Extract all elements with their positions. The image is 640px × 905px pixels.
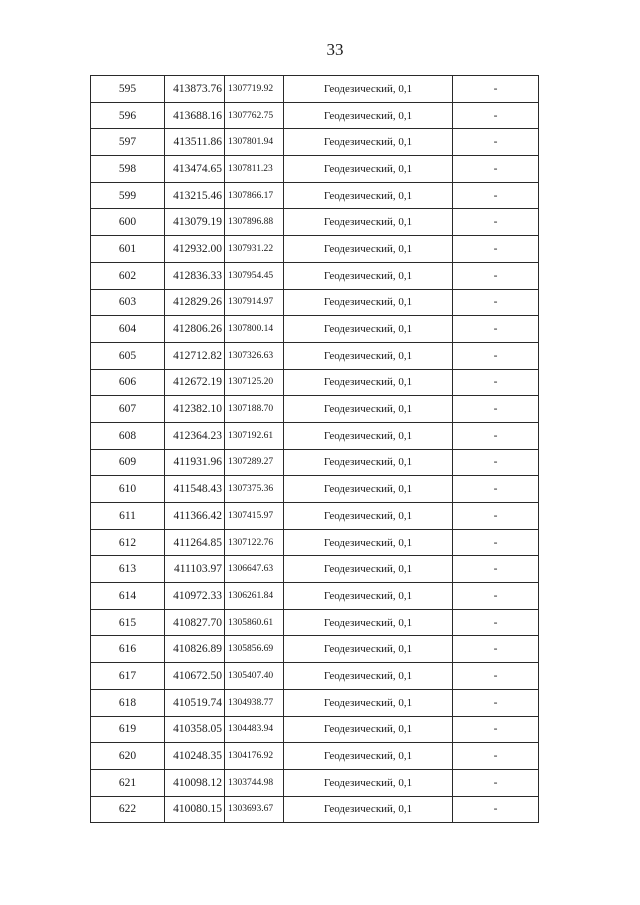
- note-cell: -: [453, 529, 539, 556]
- x-coordinate-cell: 410972.33: [165, 583, 225, 610]
- point-number-cell: 615: [91, 609, 165, 636]
- method-accuracy-cell: Геодезический, 0,1: [284, 76, 453, 103]
- note-cell: -: [453, 342, 539, 369]
- table-row: [91, 422, 539, 449]
- y-coordinate-cell: 1307719.92: [225, 76, 284, 103]
- point-number-cell: 607: [91, 396, 165, 423]
- y-coordinate-cell: 1307866.17: [225, 182, 284, 209]
- x-coordinate-cell: 412806.26: [165, 316, 225, 343]
- y-coordinate-cell: 1307811.23: [225, 156, 284, 183]
- table-row: [91, 636, 539, 663]
- table-row: [91, 663, 539, 690]
- point-number-cell: 596: [91, 102, 165, 129]
- note-cell: -: [453, 396, 539, 423]
- note-cell: -: [453, 102, 539, 129]
- point-number-cell: 618: [91, 689, 165, 716]
- point-number-cell: 609: [91, 449, 165, 476]
- point-number-cell: 599: [91, 182, 165, 209]
- method-accuracy-cell: Геодезический, 0,1: [284, 663, 453, 690]
- method-accuracy-cell: Геодезический, 0,1: [284, 369, 453, 396]
- coordinates-table-body: [91, 76, 539, 823]
- y-coordinate-cell: 1304483.94: [225, 716, 284, 743]
- table-row: [91, 209, 539, 236]
- method-accuracy-cell: Геодезический, 0,1: [284, 422, 453, 449]
- x-coordinate-cell: 412712.82: [165, 342, 225, 369]
- method-accuracy-cell: Геодезический, 0,1: [284, 129, 453, 156]
- y-coordinate-cell: 1303693.67: [225, 796, 284, 823]
- table-row: [91, 609, 539, 636]
- note-cell: -: [453, 503, 539, 530]
- table-row: [91, 769, 539, 796]
- y-coordinate-cell: 1307415.97: [225, 503, 284, 530]
- note-cell: -: [453, 369, 539, 396]
- x-coordinate-cell: 411366.42: [165, 503, 225, 530]
- note-cell: -: [453, 689, 539, 716]
- y-coordinate-cell: 1306261.84: [225, 583, 284, 610]
- note-cell: -: [453, 556, 539, 583]
- method-accuracy-cell: Геодезический, 0,1: [284, 716, 453, 743]
- note-cell: -: [453, 449, 539, 476]
- x-coordinate-cell: 413688.16: [165, 102, 225, 129]
- point-number-cell: 597: [91, 129, 165, 156]
- point-number-cell: 616: [91, 636, 165, 663]
- point-number-cell: 617: [91, 663, 165, 690]
- x-coordinate-cell: 412836.33: [165, 262, 225, 289]
- x-coordinate-cell: 411548.43: [165, 476, 225, 503]
- method-accuracy-cell: Геодезический, 0,1: [284, 236, 453, 263]
- method-accuracy-cell: Геодезический, 0,1: [284, 529, 453, 556]
- table-row: [91, 529, 539, 556]
- x-coordinate-cell: 413511.86: [165, 129, 225, 156]
- table-row: [91, 342, 539, 369]
- x-coordinate-cell: 412364.23: [165, 422, 225, 449]
- point-number-cell: 620: [91, 743, 165, 770]
- method-accuracy-cell: Геодезический, 0,1: [284, 342, 453, 369]
- point-number-cell: 614: [91, 583, 165, 610]
- note-cell: -: [453, 156, 539, 183]
- y-coordinate-cell: 1305860.61: [225, 609, 284, 636]
- table-row: [91, 289, 539, 316]
- x-coordinate-cell: 410358.05: [165, 716, 225, 743]
- x-coordinate-cell: 412932.00: [165, 236, 225, 263]
- note-cell: -: [453, 583, 539, 610]
- note-cell: -: [453, 289, 539, 316]
- point-number-cell: 601: [91, 236, 165, 263]
- table-row: [91, 556, 539, 583]
- table-row: [91, 129, 539, 156]
- point-number-cell: 622: [91, 796, 165, 823]
- method-accuracy-cell: Геодезический, 0,1: [284, 396, 453, 423]
- table-row: [91, 476, 539, 503]
- table-row: [91, 583, 539, 610]
- x-coordinate-cell: 410098.12: [165, 769, 225, 796]
- x-coordinate-cell: 412829.26: [165, 289, 225, 316]
- y-coordinate-cell: 1307762.75: [225, 102, 284, 129]
- table-row: [91, 743, 539, 770]
- x-coordinate-cell: 410826.89: [165, 636, 225, 663]
- x-coordinate-cell: 410248.35: [165, 743, 225, 770]
- y-coordinate-cell: 1307954.45: [225, 262, 284, 289]
- method-accuracy-cell: Геодезический, 0,1: [284, 209, 453, 236]
- note-cell: -: [453, 796, 539, 823]
- x-coordinate-cell: 410519.74: [165, 689, 225, 716]
- x-coordinate-cell: 410080.15: [165, 796, 225, 823]
- note-cell: -: [453, 769, 539, 796]
- point-number-cell: 600: [91, 209, 165, 236]
- method-accuracy-cell: Геодезический, 0,1: [284, 102, 453, 129]
- method-accuracy-cell: Геодезический, 0,1: [284, 503, 453, 530]
- y-coordinate-cell: 1307375.36: [225, 476, 284, 503]
- note-cell: -: [453, 129, 539, 156]
- point-number-cell: 612: [91, 529, 165, 556]
- point-number-cell: 611: [91, 503, 165, 530]
- method-accuracy-cell: Геодезический, 0,1: [284, 769, 453, 796]
- note-cell: -: [453, 262, 539, 289]
- table-row: [91, 689, 539, 716]
- y-coordinate-cell: 1307914.97: [225, 289, 284, 316]
- y-coordinate-cell: 1305856.69: [225, 636, 284, 663]
- table-row: [91, 182, 539, 209]
- note-cell: -: [453, 316, 539, 343]
- table-row: [91, 503, 539, 530]
- method-accuracy-cell: Геодезический, 0,1: [284, 689, 453, 716]
- coordinates-table: [90, 75, 539, 823]
- x-coordinate-cell: 410827.70: [165, 609, 225, 636]
- table-row: [91, 369, 539, 396]
- method-accuracy-cell: Геодезический, 0,1: [284, 636, 453, 663]
- y-coordinate-cell: 1307125.20: [225, 369, 284, 396]
- y-coordinate-cell: 1306647.63: [225, 556, 284, 583]
- y-coordinate-cell: 1307931.22: [225, 236, 284, 263]
- x-coordinate-cell: 412382.10: [165, 396, 225, 423]
- note-cell: -: [453, 476, 539, 503]
- method-accuracy-cell: Геодезический, 0,1: [284, 449, 453, 476]
- note-cell: -: [453, 636, 539, 663]
- note-cell: -: [453, 182, 539, 209]
- note-cell: -: [453, 663, 539, 690]
- x-coordinate-cell: 411931.96: [165, 449, 225, 476]
- y-coordinate-cell: 1307801.94: [225, 129, 284, 156]
- point-number-cell: 598: [91, 156, 165, 183]
- page-number: 33: [326, 40, 344, 59]
- x-coordinate-cell: 410672.50: [165, 663, 225, 690]
- x-coordinate-cell: 413215.46: [165, 182, 225, 209]
- method-accuracy-cell: Геодезический, 0,1: [284, 182, 453, 209]
- x-coordinate-cell: 413873.76: [165, 76, 225, 103]
- method-accuracy-cell: Геодезический, 0,1: [284, 289, 453, 316]
- method-accuracy-cell: Геодезический, 0,1: [284, 476, 453, 503]
- note-cell: -: [453, 76, 539, 103]
- table-row: [91, 236, 539, 263]
- method-accuracy-cell: Геодезический, 0,1: [284, 262, 453, 289]
- y-coordinate-cell: 1307122.76: [225, 529, 284, 556]
- table-row: [91, 796, 539, 823]
- x-coordinate-cell: 412672.19: [165, 369, 225, 396]
- y-coordinate-cell: 1303744.98: [225, 769, 284, 796]
- note-cell: -: [453, 422, 539, 449]
- table-row: [91, 716, 539, 743]
- table-row: [91, 262, 539, 289]
- table-row: [91, 449, 539, 476]
- point-number-cell: 610: [91, 476, 165, 503]
- y-coordinate-cell: 1304938.77: [225, 689, 284, 716]
- method-accuracy-cell: Геодезический, 0,1: [284, 609, 453, 636]
- method-accuracy-cell: Геодезический, 0,1: [284, 316, 453, 343]
- y-coordinate-cell: 1307289.27: [225, 449, 284, 476]
- x-coordinate-cell: 411103.97: [165, 556, 225, 583]
- x-coordinate-cell: 411264.85: [165, 529, 225, 556]
- point-number-cell: 603: [91, 289, 165, 316]
- point-number-cell: 606: [91, 369, 165, 396]
- point-number-cell: 602: [91, 262, 165, 289]
- method-accuracy-cell: Геодезический, 0,1: [284, 583, 453, 610]
- note-cell: -: [453, 609, 539, 636]
- method-accuracy-cell: Геодезический, 0,1: [284, 743, 453, 770]
- y-coordinate-cell: 1307192.61: [225, 422, 284, 449]
- y-coordinate-cell: 1307326.63: [225, 342, 284, 369]
- point-number-cell: 621: [91, 769, 165, 796]
- note-cell: -: [453, 716, 539, 743]
- x-coordinate-cell: 413079.19: [165, 209, 225, 236]
- y-coordinate-cell: 1305407.40: [225, 663, 284, 690]
- note-cell: -: [453, 236, 539, 263]
- y-coordinate-cell: 1304176.92: [225, 743, 284, 770]
- table-row: [91, 76, 539, 103]
- method-accuracy-cell: Геодезический, 0,1: [284, 556, 453, 583]
- table-row: [91, 316, 539, 343]
- point-number-cell: 595: [91, 76, 165, 103]
- table-row: [91, 396, 539, 423]
- y-coordinate-cell: 1307800.14: [225, 316, 284, 343]
- point-number-cell: 619: [91, 716, 165, 743]
- y-coordinate-cell: 1307896.88: [225, 209, 284, 236]
- method-accuracy-cell: Геодезический, 0,1: [284, 796, 453, 823]
- note-cell: -: [453, 743, 539, 770]
- method-accuracy-cell: Геодезический, 0,1: [284, 156, 453, 183]
- point-number-cell: 605: [91, 342, 165, 369]
- table-row: [91, 102, 539, 129]
- table-row: [91, 156, 539, 183]
- point-number-cell: 608: [91, 422, 165, 449]
- y-coordinate-cell: 1307188.70: [225, 396, 284, 423]
- point-number-cell: 604: [91, 316, 165, 343]
- point-number-cell: 613: [91, 556, 165, 583]
- x-coordinate-cell: 413474.65: [165, 156, 225, 183]
- note-cell: -: [453, 209, 539, 236]
